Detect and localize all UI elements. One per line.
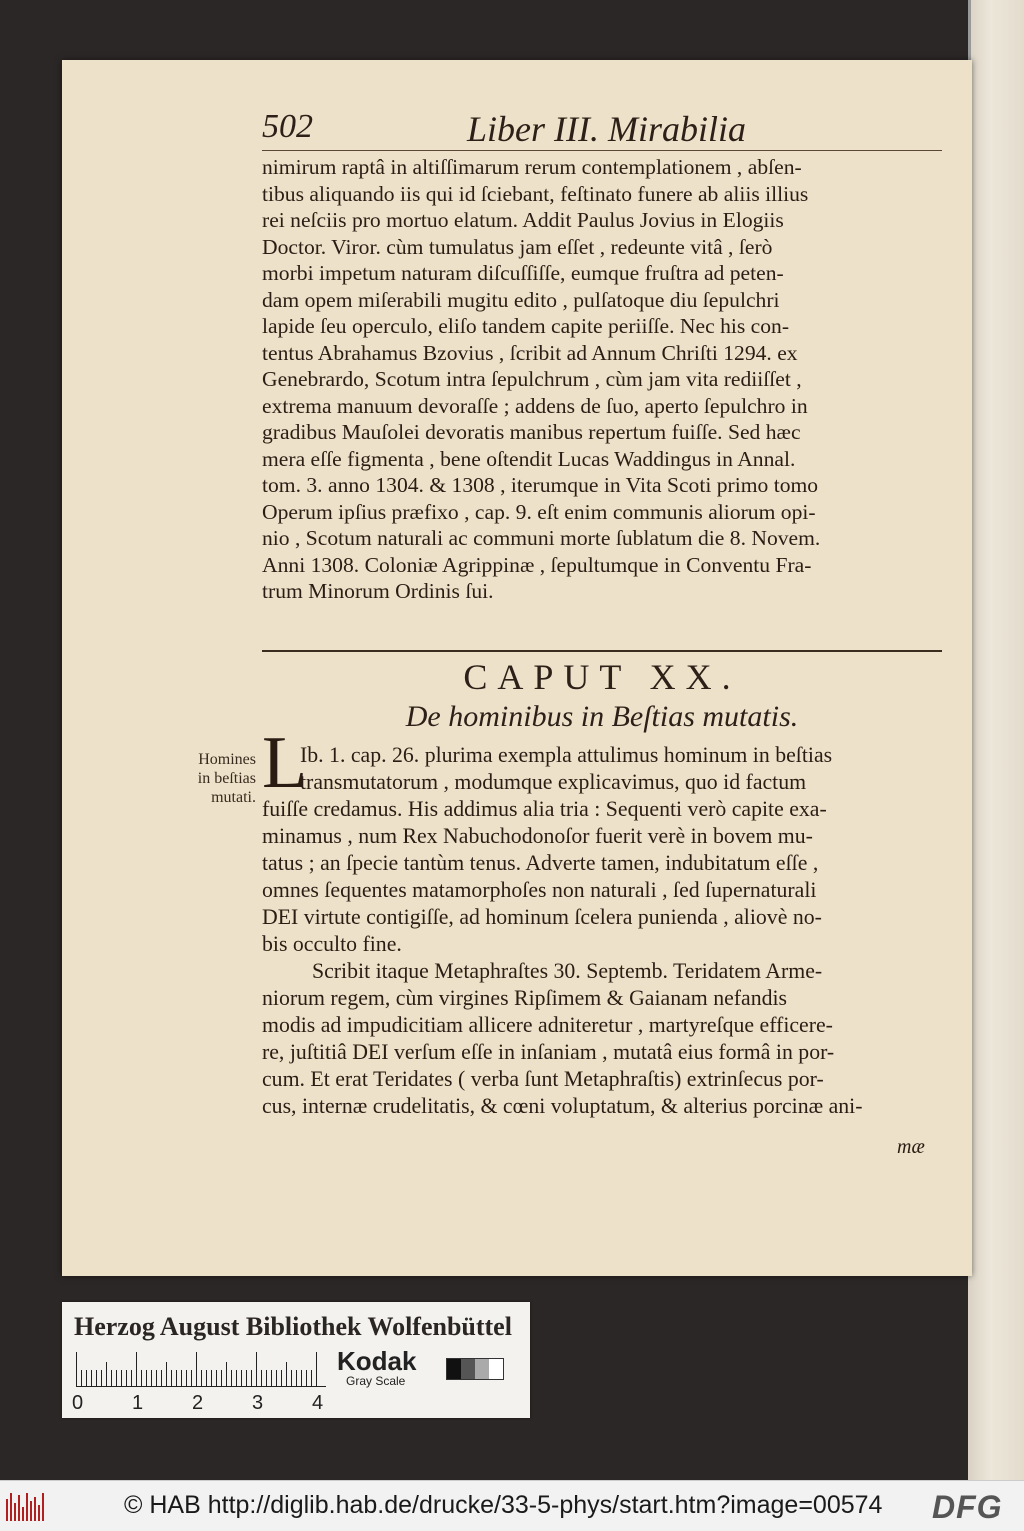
ruler-tick bbox=[221, 1370, 222, 1386]
ruler-tick bbox=[141, 1370, 142, 1386]
ruler-tick bbox=[76, 1352, 77, 1386]
page-clip bbox=[968, 0, 971, 60]
text-line: omnes ſequentes matamorphoſes non naturali , ſed ſupernaturali bbox=[262, 878, 817, 902]
ruler-tick bbox=[121, 1370, 122, 1386]
text-line: lapide ſeu operculo, eliſo tandem capite periiſſe. Nec his con- bbox=[262, 314, 790, 338]
ruler-tick bbox=[186, 1370, 187, 1386]
ruler-tick bbox=[91, 1370, 92, 1386]
text-line: tentus Abrahamus Bzovius , ſcribit ad Annum Chriſti 1294. ex bbox=[262, 340, 798, 365]
text-line: Genebrardo, Scotum intra ſepulchrum , cùm jam vita rediiſſet , bbox=[262, 367, 802, 391]
paragraph-2 bbox=[262, 742, 942, 958]
text-line: tibus aliquando iis qui id ſciebant, feſtinato funere ab aliis illius bbox=[262, 181, 809, 206]
ruler-number: 0 bbox=[72, 1392, 84, 1414]
text-line: tatus ; an ſpecie tantùm tenus. Adverte tamen, indubitatum eſſe , bbox=[262, 851, 819, 875]
text-line: Scribit itaque Metaphraſtes 30. Septemb. Teridatem Arme- bbox=[312, 959, 823, 983]
ruler-tick bbox=[301, 1370, 302, 1386]
running-title: Liber III. Mirabilia bbox=[467, 109, 746, 149]
ruler-tick bbox=[296, 1370, 297, 1386]
ruler-number: 3 bbox=[252, 1392, 264, 1414]
chapter-rule bbox=[262, 650, 942, 652]
logo-bar bbox=[42, 1493, 44, 1521]
library-card bbox=[62, 1302, 530, 1418]
source-url[interactable]: © HAB http://diglib.hab.de/drucke/33-5-phys/start.htm?image=00574 bbox=[124, 1491, 883, 1519]
ruler-tick bbox=[196, 1352, 197, 1386]
ruler-tick bbox=[131, 1370, 132, 1386]
gray-scale-swatches bbox=[446, 1358, 504, 1380]
dfg-logo: DFG bbox=[932, 1489, 1003, 1525]
logo-bar bbox=[10, 1493, 12, 1521]
ruler-tick bbox=[236, 1370, 237, 1386]
chapter-subtitle: De hominibus in Beſtias mutatis. bbox=[405, 700, 799, 733]
ruler-tick bbox=[256, 1352, 257, 1386]
ruler-tick bbox=[191, 1370, 192, 1386]
text-line: trum Minorum Ordinis ſui. bbox=[262, 579, 494, 603]
ruler-tick bbox=[261, 1370, 262, 1386]
ruler-tick bbox=[226, 1362, 227, 1386]
paragraph-1 bbox=[262, 154, 942, 605]
logo-bar bbox=[22, 1507, 24, 1521]
text-line: nimirum raptâ in altiſſimarum rerum contemplationem , abſen- bbox=[262, 155, 802, 179]
text-line: mera eſſe figmenta , bene oſtendit Lucas Waddingus in Annal. bbox=[262, 446, 796, 471]
ruler-tick bbox=[166, 1362, 167, 1386]
text-line: rei neſciis pro mortuo elatum. Addit Paulus Jovius in Elogiis bbox=[262, 208, 784, 232]
logo-bar bbox=[26, 1493, 28, 1521]
ruler-tick bbox=[291, 1370, 292, 1386]
text-line: dam opem miſerabili mugitu edito , pulſatoque diu ſepulchri bbox=[262, 287, 780, 312]
ruler-tick bbox=[316, 1352, 317, 1386]
kodak-logo: Kodak bbox=[337, 1346, 417, 1376]
viewer-footer bbox=[0, 1480, 1024, 1531]
logo-bar bbox=[38, 1505, 40, 1521]
ruler-tick bbox=[116, 1370, 117, 1386]
text-line: nio , Scotum naturali ac communi morte ſublatum die 8. Novem. bbox=[262, 526, 821, 550]
marginal-line: Homines bbox=[198, 751, 256, 768]
text-line: fuiſſe credamus. His addimus alia tria : Sequenti verò capite exa- bbox=[262, 797, 827, 821]
ruler-tick bbox=[151, 1370, 152, 1386]
text-line: Anni 1308. Coloniæ Agrippinæ , ſepultumque in Conventu Fra- bbox=[262, 552, 812, 577]
ruler-tick bbox=[126, 1370, 127, 1386]
ruler-tick bbox=[266, 1370, 267, 1386]
chapter-title: CAPUT XX. bbox=[463, 657, 741, 697]
ruler-number: 4 bbox=[312, 1392, 324, 1414]
ruler-tick bbox=[111, 1370, 112, 1386]
ruler-scale bbox=[76, 1352, 326, 1387]
text-line: gradibus Mauſolei devoratis manibus repertum fuiſſe. Sed hæc bbox=[262, 420, 801, 444]
catchword: mæ bbox=[897, 1136, 925, 1158]
ruler-tick bbox=[311, 1370, 312, 1386]
ruler-tick bbox=[86, 1370, 87, 1386]
ruler-tick bbox=[181, 1370, 182, 1386]
ruler-tick bbox=[216, 1370, 217, 1386]
text-line: cus, internæ crudelitatis, & cœni voluptatum, & alterius porcinæ ani- bbox=[262, 1094, 863, 1118]
text-line: niorum regem, cùm virgines Ripſimem & Gaianam nefandis bbox=[262, 986, 788, 1010]
page-header bbox=[262, 104, 962, 152]
ruler-number: 2 bbox=[192, 1392, 204, 1414]
text-line: cum. Et erat Teridates ( verba ſunt Metaphraſtis) extrinſecus por- bbox=[262, 1067, 824, 1091]
marginal-note bbox=[166, 750, 256, 807]
page-number: 502 bbox=[262, 108, 313, 145]
logo-bar bbox=[6, 1499, 8, 1521]
text-line: tom. 3. anno 1304. & 1308 , iterumque in Vita Scoti primo tomo bbox=[262, 473, 819, 497]
text-line: DEI virtute contigiſſe, ad hominum ſcelera punienda , aliovè no- bbox=[262, 905, 822, 929]
ruler-tick bbox=[206, 1370, 207, 1386]
ruler-tick bbox=[146, 1370, 147, 1386]
book-page bbox=[62, 60, 972, 1276]
ruler-tick bbox=[211, 1370, 212, 1386]
text-line: Ib. 1. cap. 26. plurima exempla attulimus hominum in beſtias bbox=[300, 743, 833, 767]
text-line: transmutatorum , modumque explicavimus, quo id factum bbox=[300, 770, 807, 794]
ruler-tick bbox=[246, 1370, 247, 1386]
text-line: re, juſtitiâ DEI verſum eſſe in inſaniam , mutatâ eius formâ in por- bbox=[262, 1040, 835, 1064]
neighbor-page-edge bbox=[968, 0, 1024, 1480]
drop-cap: L bbox=[262, 722, 308, 804]
hab-logo-icon bbox=[6, 1493, 50, 1521]
ruler-tick bbox=[176, 1370, 177, 1386]
text-line: bis occulto fine. bbox=[262, 932, 402, 956]
ruler-tick bbox=[161, 1370, 162, 1386]
ruler-tick bbox=[156, 1370, 157, 1386]
ruler-tick bbox=[276, 1370, 277, 1386]
ruler-tick bbox=[201, 1370, 202, 1386]
ruler-tick bbox=[106, 1362, 107, 1386]
marginal-line: mutati. bbox=[211, 789, 256, 806]
logo-bar bbox=[34, 1497, 36, 1521]
ruler-tick bbox=[286, 1362, 287, 1386]
text-line: Operum ipſius præfixo , cap. 9. eſt enim communis aliorum opi- bbox=[262, 499, 816, 524]
text-line: modis ad impudicitiam allicere adniteretur , martyreſque efficere- bbox=[262, 1013, 833, 1037]
logo-bar bbox=[30, 1501, 32, 1521]
logo-bar bbox=[18, 1495, 20, 1521]
ruler-tick bbox=[271, 1370, 272, 1386]
ruler-tick bbox=[241, 1370, 242, 1386]
logo-bar bbox=[14, 1503, 16, 1521]
header-rule bbox=[262, 150, 942, 151]
ruler-number: 1 bbox=[132, 1392, 144, 1414]
ruler-tick bbox=[251, 1370, 252, 1386]
paragraph-3 bbox=[262, 958, 942, 1120]
ruler-tick bbox=[136, 1352, 137, 1386]
text-line: minamus , num Rex Nabuchodonoſor fuerit verè in bovem mu- bbox=[262, 824, 813, 848]
ruler-tick bbox=[306, 1370, 307, 1386]
ruler-tick bbox=[101, 1370, 102, 1386]
kodak-subtitle: Gray Scale bbox=[346, 1374, 406, 1388]
ruler-tick bbox=[281, 1370, 282, 1386]
ruler-tick bbox=[231, 1370, 232, 1386]
ruler-tick bbox=[81, 1370, 82, 1386]
text-line: extrema manuum devoraſſe ; addens de ſuo, aperto ſepulchro in bbox=[262, 393, 808, 418]
ruler-tick bbox=[96, 1370, 97, 1386]
text-line: Doctor. Viror. cùm tumulatus jam eſſet , redeunte vitâ , ſerò bbox=[262, 234, 773, 259]
ruler-tick bbox=[171, 1370, 172, 1386]
marginal-line: in beſtias bbox=[197, 770, 256, 787]
text-line: morbi impetum naturam diſcuſſiſſe, eumque fruſtra ad peten- bbox=[262, 261, 784, 285]
library-name: Herzog August Bibliothek Wolfenbüttel bbox=[74, 1312, 512, 1341]
